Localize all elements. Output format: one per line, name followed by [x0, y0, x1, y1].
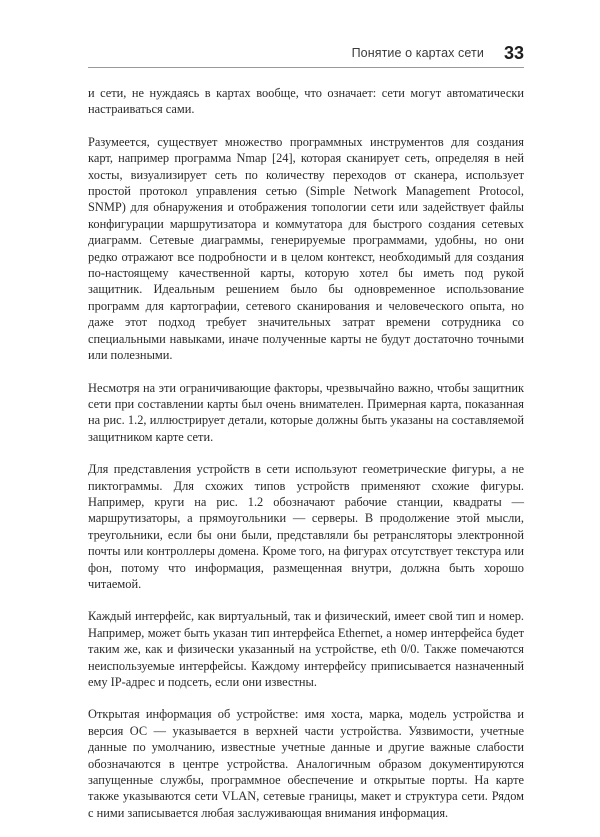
paragraph: Разумеется, существует множество программных инструментов для создания карт, например программа Nmap [24], которая сканирует сеть, определяя в ней хосты, визуализирует сеть по количеству переходов от сканера, использует простой протокол управления сетью (Simple Network Management Protocol, SNMP) для обнаружения и отображения топологии сети или задействует файлы конфигурации маршрутизатора и коммутатора для быстрого создания сетевых диаграмм. Сетевые диаграммы, генерируемые программами, удобны, но они редко отражают все подробности и в целом контекст, необходимый для создания по-настоящему качественной карты, которую хотел бы иметь под рукой защитник. Идеальным решением было бы одновременное использование программ для картографии, сетевого сканирования и человеческого опыта, но даже этот подход требует значительных затрат времени сотрудника со специальными навыками, иначе полученные карты не будут достаточно точными или полезными. [88, 134, 524, 363]
chapter-title: Понятие о картах сети [351, 46, 484, 60]
paragraph: Несмотря на эти ограничивающие факторы, чрезвычайно важно, чтобы защитник сети при составлении карты был очень внимателен. Примерная карта, показанная на рис. 1.2, иллюстрирует детали, которые должны быть указаны на составляемой защитником карте сети. [88, 380, 524, 444]
paragraph: Для представления устройств в сети используют геометрические фигуры, а не пиктограммы. Для схожих типов устройств применяют схожие фигуры. Например, круги на рис. 1.2 обозначают рабочие станции, квадраты — маршрутизаторы, а прямоугольники — серверы. В продолжение этой мысли, треугольники, если бы они были, представляли бы ретрансляторы электронной почты или контроллеры домена. Кроме того, на фигурах отсутствует текстура или фон, потому что информация, размещенная внутри, должна быть хорошо читаемой. [88, 462, 524, 591]
page-number: 33 [503, 42, 524, 63]
running-header [88, 42, 524, 64]
header-divider [88, 67, 524, 68]
paragraph: Каждый интерфейс, как виртуальный, так и физический, имеет свой тип и номер. Например, может быть указан тип интерфейса Ethernet, а номер интерфейса будет таким же, как и физически указанный на устройстве, eth 0/0. Также помечаются неиспользуемые интерфейсы. Каждому интерфейсу приписывается назначенный ему IP-адрес и подсеть, если они известны. [88, 609, 524, 689]
body-text [88, 85, 524, 837]
paragraph: и сети, не нуждаясь в картах вообще, что означает: сети могут автоматически настраиваться сами. [88, 86, 524, 117]
paragraph: Открытая информация об устройстве: имя хоста, марка, модель устройства и версия ОС — указывается в верхней части устройства. Уязвимости, учетные данные по умолчанию, известные учетные данные и другие важные слабости обозначаются в центре устройства. Аналогичным образом документируются запущенные службы, программное обеспечение и открытые порты. На карте также указываются сети VLAN, сетевые границы, макет и структура сети. Рядом с ними записывается любая заслуживающая внимания информация. [88, 707, 524, 820]
